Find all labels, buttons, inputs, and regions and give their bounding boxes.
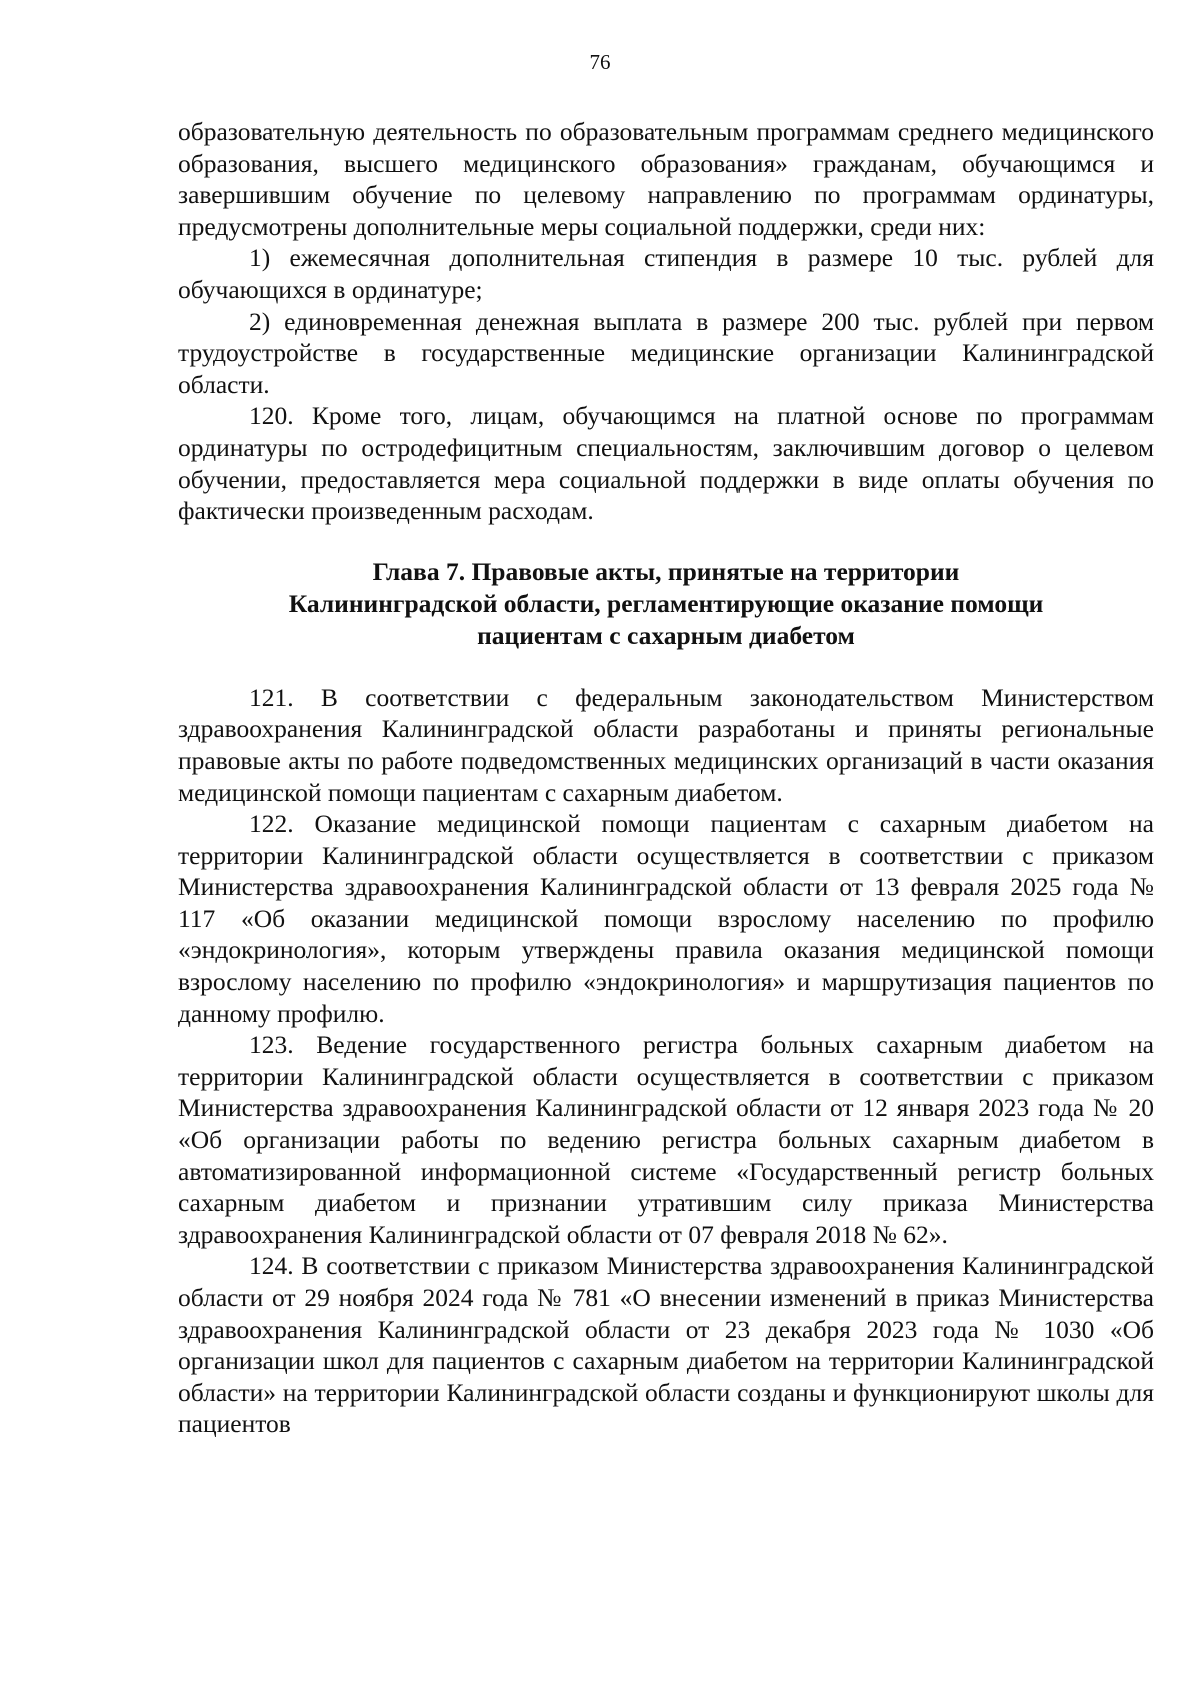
list-item-payment: 2) единовременная денежная выплата в размере 200 тыс. рублей при первом трудоустройстве в государственные медицинские организации Калининградской области.: [178, 306, 1154, 399]
list-item-stipend: 1) ежемесячная дополнительная стипендия в размере 10 тыс. рублей для обучающихся в ординатуре;: [178, 243, 1154, 304]
chapter-heading: [178, 556, 1154, 652]
paragraph-124: 124. В соответствии с приказом Министерства здравоохранения Калининградской области от 29 ноября 2024 года № 781 «О внесении изменений в приказ Министерства здравоохранения Калининградской области от 23 декабря 2023 года № 1030 «Об организации школ для пациентов с сахарным диабетом на территории Калининградской области» на территории Калининградской области созданы и функционируют школы для пациентов: [178, 1251, 1154, 1439]
chapter-heading-line-3: пациентам с сахарным диабетом: [477, 620, 855, 650]
paragraph-intro: образовательную деятельность по образовательным программам среднего медицинского образования, высшего медицинского образования» гражданам, обучающимся и завершившим обучение по целевому направлению по программам ординатуры, предусмотрены дополнительные меры социальной поддержки, среди них:: [178, 117, 1154, 241]
chapter-heading-line-2: Калининградской области, регламентирующие оказание помощи: [288, 588, 1044, 618]
chapter-heading-line-1: Глава 7. Правовые акты, принятые на территории: [372, 556, 960, 586]
page-number: 76: [589, 50, 611, 74]
paragraph-120: 120. Кроме того, лицам, обучающимся на платной основе по программам ординатуры по остродефицитным специальностям, заключившим договор о целевом обучении, предоставляется мера социальной поддержки в виде оплаты обучения по фактически произведенным расходам.: [178, 401, 1154, 526]
paragraph-122: 122. Оказание медицинской помощи пациентам с сахарным диабетом на территории Калининградской области осуществляется в соответствии с приказом Министерства здравоохранения Калининградской области от 13 февраля 2025 года № 117 «Об оказании медицинской помощи взрослому населению по профилю «эндокринология», которым утверждены правила оказания медицинской помощи взрослому населению по профилю «эндокринология» и маршрутизация пациентов по данному профилю.: [178, 809, 1154, 1028]
document-body: [178, 116, 1154, 1440]
paragraph-121: 121. В соответствии с федеральным законодательством Министерством здравоохранения Калининградской области разработаны и приняты региональные правовые акты по работе подведомственных медицинских организаций в части оказания медицинской помощи пациентам с сахарным диабетом.: [178, 682, 1154, 807]
paragraph-123: 123. Ведение государственного регистра больных сахарным диабетом на территории Калининградской области осуществляется в соответствии с приказом Министерства здравоохранения Калининградской области от 12 января 2023 года № 20 «Об организации работы по ведению регистра больных сахарным диабетом в автоматизированной информационной системе «Государственный регистр больных сахарным диабетом и признании утратившим силу приказа Министерства здравоохранения Калининградской области от 07 февраля 2018 № 62».: [178, 1030, 1154, 1249]
